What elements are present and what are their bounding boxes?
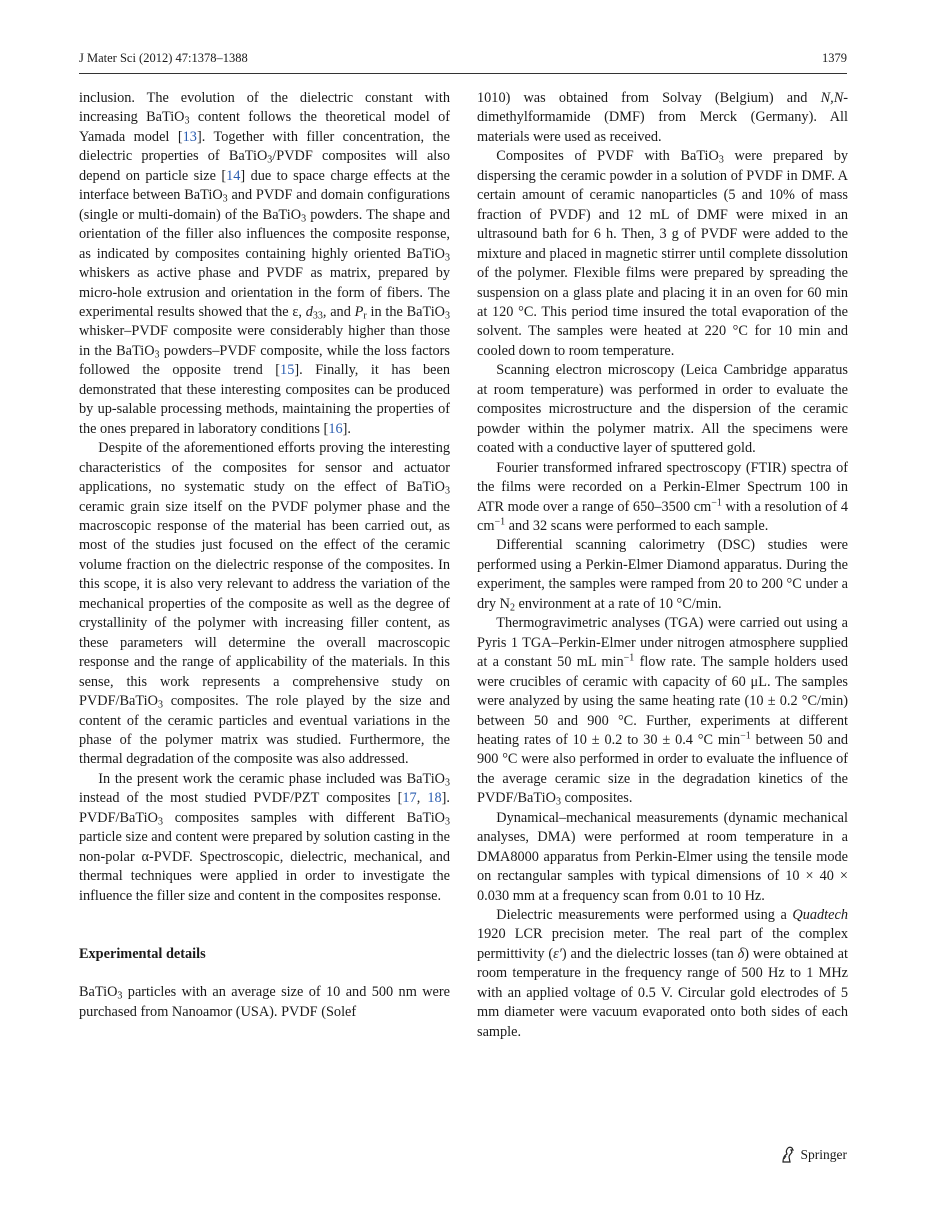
paragraph: BaTiO$_3$ particles with an average size of 10 and 500 nm were purchased from Nanoamor (USA). PVDF (Solef <box>79 984 450 1020</box>
paragraph: Composites of PVDF with BaTiO$_3$ were prepared by dispersing the ceramic powder in a solution of PVDF in DMF. A certain amount of ceramic nanoparticles (5 and 10% of mass fraction of PVDF) and 12 mL of DMF were mixed in an ultrasound bath for 6 h. Then, 3 g of PVDF were added to the mixture and placed in magnetic stirrer until complete dissolution of the polymer. Flexible films were prepared by spreading the suspension on a glass plate and placing it in an oven for 60 min at 120 °C. This period time insured the total evaporation of the solvent. The samples were heated at 220 °C for 10 min and cooled down to room temperature. <box>477 148 848 359</box>
paragraph: Despite of the aforementioned efforts proving the interesting characteristics of the composites for sensor and actuator applications, no systematic study on the effect of BaTiO$_3$ ceramic grain size itself on the PVDF polymer phase and the macroscopic response of the material has been carried out, as most of the studies just focused on the effect of the ceramic volume fraction on the dielectric response of the composites. In this scope, it is also very relevant to address the variation of the mechanical properties of the composite as well as the degree of crystallinity of the polymer with increasing filler content, as these parameters will determine the overall macroscopic response and the range of applicability of the materials. In this sense, this work represents a comprehensive study on PVDF/BaTiO$_3$ composites. The role played by the size and content of the ceramic particles and eventual variations in the phase of the polymer matrix was studied. Furthermore, the thermal degradation of the composite was also addressed. <box>79 440 450 768</box>
citation-link[interactable]: 15 <box>280 362 295 379</box>
section-heading: Experimental details <box>79 946 206 963</box>
paragraph: Dynamical–mechanical measurements (dynamic mechanical analyses, DMA) were performed at room temperature in a DMA8000 apparatus from Perkin-Elmer using the tensile mode on rectangular samples with typical dimensions of 10 × 40 × 0.030 mm at a frequency scan from 0.01 to 10 Hz. <box>477 809 848 904</box>
paragraph: In the present work the ceramic phase included was BaTiO$_3$ instead of the most studied PVDF/PZT composites [17, 18]. PVDF/BaTiO$_3$ composites samples with different BaTiO$_3$ particle size and content were prepared by solution casting in the non-polar α-PVDF. Spectroscopic, dielectric, mechanical, and thermal techniques were applied in order to investigate the influence the filler size and content in the composites response. <box>79 770 450 904</box>
right-column <box>477 89 848 1042</box>
paragraph: Thermogravimetric analyses (TGA) were carried out using a Pyris 1 TGA–Perkin-Elmer under nitrogen atmosphere supplied at a constant 50 mL $\min^{-1}$ flow rate. The sample holders used were crucibles of ceramic with capacity of 60 μL. The samples were analyzed by using the same heating rate (10 ± 0.2 °C/min) between 50 and 900 °C. Further, experiments at different heating rates of 10 ± 0.2 to 30 ± 0.4 °C $\min^{-1}$ between 50 and 900 °C were also performed in order to evaluate the influence of the average ceramic size in the degradation kinetics of the PVDF/BaTiO$_3$ composites. <box>477 615 848 808</box>
paragraph: 1010) was obtained from Solvay (Belgium) and N,N-dimethylformamide (DMF) from Merck (Germany). All materials were used as received. <box>477 90 848 145</box>
publisher-name: Springer <box>800 1146 847 1162</box>
citation-link[interactable]: 17 <box>402 790 417 807</box>
header-divider <box>79 73 847 74</box>
paragraph: Dielectric measurements were performed using a Quadtech 1920 LCR precision meter. The real part of the complex permittivity (ε′) and the dielectric losses (tan δ) were obtained at room temperature in the frequency range of 500 Hz to 1 MHz with an applied voltage of 0.5 V. Circular gold electrodes of 5 mm diameter were vacuum evaporated onto both sides of each sample. <box>477 907 848 1040</box>
page-number: 1379 <box>822 51 847 65</box>
publisher-logo <box>780 1146 848 1163</box>
paragraph: Scanning electron microscopy (Leica Cambridge apparatus at room temperature) was performed in order to evaluate the composites microstructure and the dispersion of the ceramic powder within the polymer matrix. All the specimens were coated with a conductive layer of sputtered gold. <box>477 362 848 457</box>
citation-link[interactable]: 13 <box>182 128 197 145</box>
paragraph: Differential scanning calorimetry (DSC) studies were performed using a Perkin-Elmer Diamond apparatus. During the experiment, the samples were ramped from 20 to 200 °C under a dry $N_2$ environment at a rate of 10 °C/min. <box>477 537 848 614</box>
paragraph: inclusion. The evolution of the dielectric constant with increasing BaTiO$_3$ content follows the theoretical model of Yamada model [13]. Together with filler concentration, the dielectric properties of BaTiO$_3$/PVDF composites will also depend on particle size [14] due to space charge effects at the interface between BaTiO$_3$ and PVDF and domain configurations (single or multi-domain) of the BaTiO$_3$ powders. The shape and orientation of the filler also influences the composite response, as indicated by composites containing highly oriented BaTiO$_3$ whiskers as active phase and PVDF as matrix, prepared by micro-hole extrusion and orientation in the form of fibers. The experimental results showed that the ε, $d_{33}$, and $P_r$ in the BaTiO$_3$ whisker–PVDF composite were considerably higher than those in the BaTiO$_3$ powders–PVDF composite, while the loss factors followed the opposite trend [15]. Finally, it has been demonstrated that these interesting composites can be produced by up-salable processing methods, maintaining the properties of the ones prepared in laboratory conditions [16]. <box>79 90 451 437</box>
citation-link[interactable]: 14 <box>226 167 241 184</box>
citation-link[interactable]: 16 <box>328 420 343 437</box>
left-column <box>79 89 450 1022</box>
citation-link[interactable]: 18 <box>427 790 442 807</box>
springer-horse-icon <box>780 1146 796 1163</box>
journal-citation: J Mater Sci (2012) 47:1378–1388 <box>79 51 248 65</box>
paragraph: Fourier transformed infrared spectroscopy (FTIR) spectra of the films were recorded on a Perkin-Elmer Spectrum 100 in ATR mode over a range of 650–3500 $cm^{-1}$ with a resolution of 4 $cm^{-1}$ and 32 scans were performed to each sample. <box>477 459 848 534</box>
